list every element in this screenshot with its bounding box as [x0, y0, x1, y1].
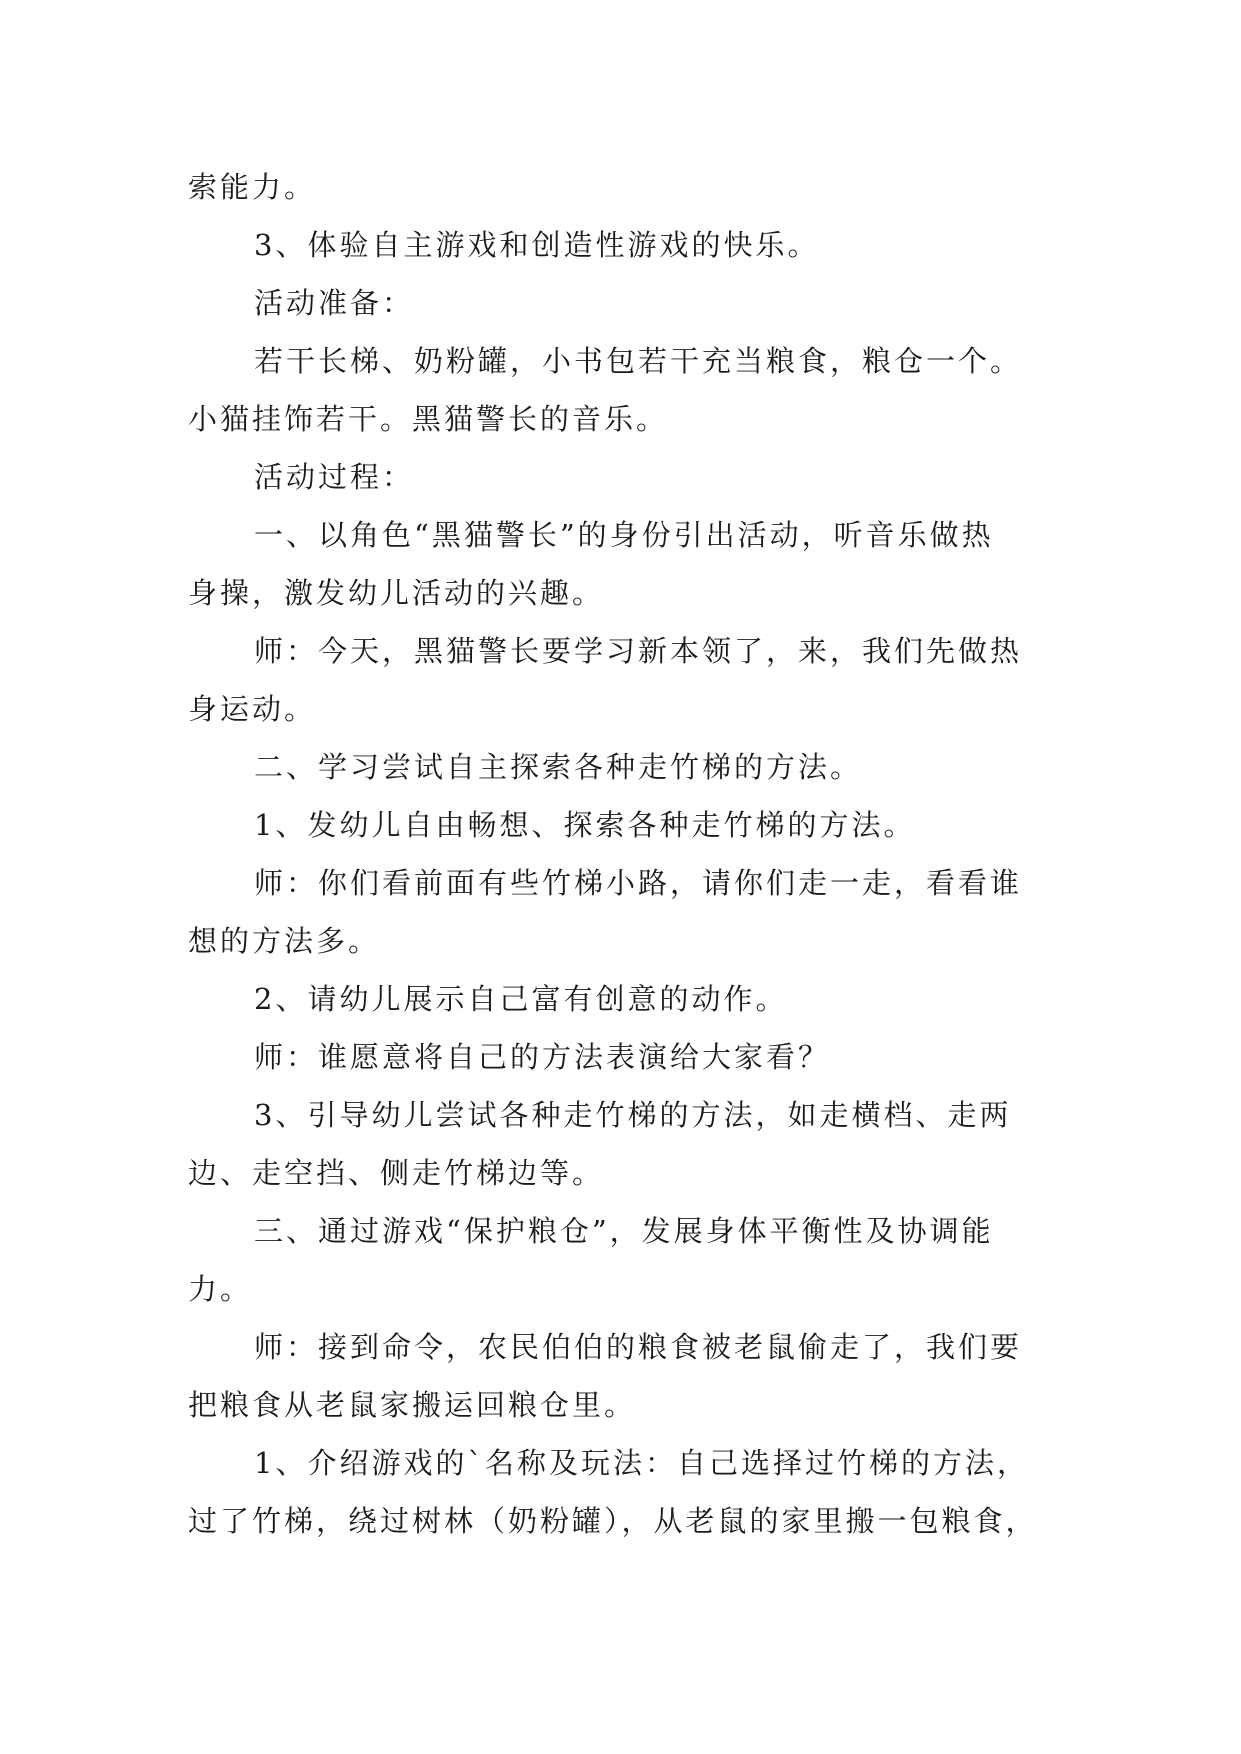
text-line: 三、通过游戏“保护粮仓”，发展身体平衡性及协调能 [254, 1214, 994, 1248]
text-line: 力。 [188, 1272, 253, 1306]
text-line: 若干长梯、奶粉罐，小书包若干充当粮食，粮仓一个。 [254, 344, 1023, 378]
section-heading: 活动准备： [254, 286, 415, 320]
text-line: 边、走空挡、侧走竹梯边等。 [188, 1156, 605, 1190]
text-line: 小猫挂饰若干。黑猫警长的音乐。 [188, 402, 669, 436]
text-line: 过了竹梯，绕过树林（奶粉罐），从老鼠的家里搬一包粮食， [188, 1504, 1038, 1538]
text-line: 索能力。 [188, 170, 317, 204]
text-line: 3、引导幼儿尝试各种走竹梯的方法，如走横档、走两 [254, 1098, 1012, 1132]
text-line: 想的方法多。 [188, 924, 381, 958]
section-heading: 活动过程： [254, 460, 415, 494]
text-line: 师：接到命令，农民伯伯的粮食被老鼠偷走了，我们要 [254, 1330, 1023, 1364]
text-line: 身运动。 [188, 692, 317, 726]
text-line: 师：你们看前面有些竹梯小路，请你们走一走，看看谁 [254, 866, 1023, 900]
text-line: 师：今天，黑猫警长要学习新本领了，来，我们先做热 [254, 634, 1023, 668]
text-line: 1、发幼儿自由畅想、探索各种走竹梯的方法。 [254, 808, 916, 842]
text-line: 身操，激发幼儿活动的兴趣。 [188, 576, 605, 610]
text-line: 3、体验自主游戏和创造性游戏的快乐。 [254, 228, 820, 262]
text-line: 2、请幼儿展示自己富有创意的动作。 [254, 982, 788, 1016]
text-line: 二、学习尝试自主探索各种走竹梯的方法。 [254, 750, 863, 784]
text-line: 一、以角色“黑猫警长”的身份引出活动，听音乐做热 [254, 518, 994, 552]
text-line: 师：谁愿意将自己的方法表演给大家看？ [254, 1040, 831, 1074]
document-body [188, 158, 1068, 1550]
text-line: 1、介绍游戏的`名称及玩法：自己选择过竹梯的方法， [254, 1446, 1029, 1480]
text-line: 把粮食从老鼠家搬运回粮仓里。 [188, 1388, 637, 1422]
